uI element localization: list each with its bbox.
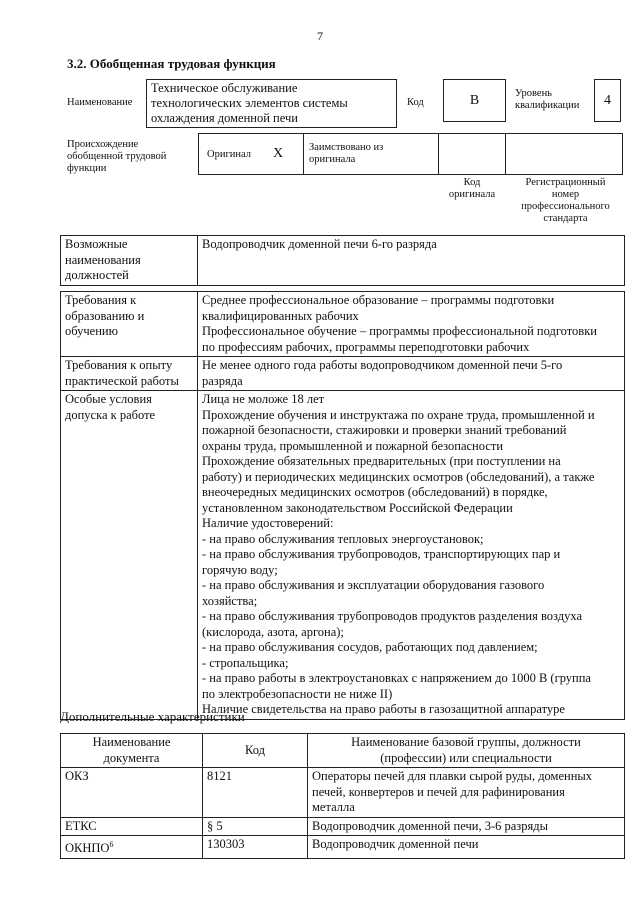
requirement-value (198, 391, 625, 720)
header-code (203, 734, 308, 768)
requirement-line: - на право обслуживания трубопроводов, транспортирующих пар и (202, 547, 561, 561)
requirement-line: - на право обслуживания трубопроводов продуктов разделения воздуха (202, 609, 583, 623)
section-title: 3.2. Обобщенная трудовая функция (67, 56, 276, 71)
requirement-line: установленном законодательством Российской Федерации (202, 500, 513, 515)
requirement-label (61, 357, 198, 391)
name-value-line: технологических элементов системы (151, 96, 348, 110)
name-label: Наименование (67, 97, 133, 108)
group-name-cell (308, 836, 625, 859)
requirement-line: охраны труда, промышленной и пожарной безопасности (202, 438, 504, 453)
requirement-line: горячую воду; (202, 562, 278, 577)
group-name-line: Операторы печей для плавки сырой руды, доменных (312, 769, 593, 783)
positions-label-line: должностей (65, 268, 129, 282)
requirement-line: Наличие удостоверений: (202, 516, 334, 530)
origin-label (67, 139, 166, 175)
origin-label-line: функции (67, 163, 107, 174)
requirement-label-line: обучению (65, 324, 118, 338)
positions-label (61, 236, 198, 286)
caption-line: профессионального (521, 201, 610, 212)
requirement-line: квалифицированных рабочих (202, 308, 359, 323)
caption-code-original (437, 177, 507, 201)
group-name-line: металла (312, 800, 355, 814)
requirement-line: Не менее одного года работы водопроводчиком доменной печи 5-го (202, 358, 563, 372)
table-row (61, 817, 625, 836)
requirement-line: Среднее профессиональное образование – программы подготовки (202, 293, 555, 307)
positions-label-line: Возможные (65, 237, 128, 251)
doc-cell (61, 836, 203, 859)
requirement-value (198, 357, 625, 391)
table-row (61, 768, 625, 818)
origin-table (198, 133, 623, 175)
level-value: 4 (594, 79, 621, 122)
requirement-line: разряда (202, 373, 243, 388)
requirement-line: по профессиям рабочих, программы переподготовки рабочих (202, 339, 530, 354)
borrowed-label-line: Заимствовано из (309, 142, 384, 153)
additional-table (60, 733, 625, 859)
header-line: Код (245, 742, 265, 757)
requirement-label-line: допуска к работе (65, 407, 156, 422)
requirement-line: по электробезопасности не ниже II) (202, 686, 393, 701)
requirement-row-special-conditions (61, 391, 625, 720)
caption-line: Регистрационный (525, 177, 606, 188)
requirement-line: Прохождение обучения и инструктажа по охране труда, промышленной и (202, 407, 595, 422)
requirements-table (60, 291, 625, 720)
caption-line: номер (551, 189, 580, 200)
requirement-line: - на право работы в электроустановках с напряжением до 1000 В (группа (202, 671, 591, 685)
additional-header-row (61, 734, 625, 768)
original-label: Оригинал (207, 149, 251, 160)
caption-line: Код (463, 177, 481, 188)
level-label-line: квалификации (515, 100, 580, 111)
positions-label-line: наименования (65, 252, 141, 267)
code-label: Код (407, 97, 424, 108)
level-label-line: Уровень (515, 88, 552, 99)
page-number: 7 (317, 29, 323, 43)
header-line: документа (103, 750, 160, 765)
requirement-line: (кислорода, азота, аргона); (202, 624, 344, 639)
requirement-label-line: образованию и (65, 308, 145, 323)
requirement-line: - на право обслуживания тепловых энергоустановок; (202, 531, 484, 546)
borrowed-label-line: оригинала (309, 154, 356, 165)
requirement-line: Прохождение обязательных предварительных (при поступлении на (202, 454, 561, 468)
header-group-name (308, 734, 625, 768)
requirement-line: работу) и периодических медицинских осмотров (обследований), а также (202, 469, 595, 484)
caption-line: оригинала (448, 189, 496, 200)
doc-text: ОКНПО (65, 841, 110, 856)
code-cell: 8121 (203, 768, 308, 818)
origin-label-line: Происхождение (67, 139, 139, 150)
additional-title: Дополнительные характеристики (60, 709, 245, 724)
requirement-label (61, 292, 198, 357)
group-name-line: Водопроводчик доменной печи (312, 837, 479, 851)
header-line: (профессии) или специальности (380, 750, 552, 765)
requirement-line: хозяйства; (202, 593, 258, 608)
header-line: Наименование базовой группы, должности (351, 735, 581, 749)
name-value-box (146, 79, 397, 128)
group-name-line: Водопроводчик доменной печи, 3-6 разряды (312, 818, 548, 833)
requirement-row-experience (61, 357, 625, 391)
requirement-label-line: Требования к (65, 293, 137, 307)
header-document (61, 734, 203, 768)
caption-line: стандарта (543, 213, 588, 224)
code-value: В (443, 79, 506, 122)
table-row (61, 836, 625, 859)
requirement-line: внеочередных медицинских осмотров (обследований) в порядке, (202, 485, 548, 499)
original-mark: Х (273, 146, 284, 161)
group-name-line: печей, конвертеров и печей для рафинирования (312, 784, 565, 799)
requirement-row-education (61, 292, 625, 357)
requirement-value (198, 292, 625, 357)
caption-registration-number (508, 177, 623, 225)
code-cell: 130303 (203, 836, 308, 859)
origin-label-line: обобщенной трудовой (67, 151, 167, 162)
requirement-line: - на право обслуживания сосудов, работающих под давлением; (202, 640, 538, 654)
requirement-line: Профессиональное обучение – программы профессиональной подготовки (202, 324, 597, 338)
code-cell: § 5 (203, 817, 308, 836)
requirement-label (61, 391, 198, 720)
requirement-line: Лица не моложе 18 лет (202, 392, 325, 406)
requirement-line: Наличие свидетельства на право работы в газозащитной аппаратуре (202, 702, 565, 716)
doc-cell: ЕТКС (61, 817, 203, 836)
requirement-line: - стропальщика; (202, 655, 289, 670)
requirement-label-line: Особые условия (65, 392, 152, 406)
group-name-cell (308, 768, 625, 818)
requirement-line: пожарной безопасности, стажировки и проверки знаний требований (202, 423, 567, 437)
requirement-line: - на право обслуживания и эксплуатации оборудования газового (202, 578, 545, 592)
positions-table (60, 235, 625, 286)
requirement-label-line: Требования к опыту (65, 358, 173, 372)
borrowed-label (309, 142, 383, 166)
name-value-line: охлаждения доменной печи (151, 111, 298, 125)
name-value-line: Техническое обслуживание (151, 81, 298, 95)
requirement-label-line: практической работы (65, 373, 179, 388)
header-line: Наименование (92, 735, 171, 749)
doc-cell: ОКЗ (61, 768, 203, 818)
positions-value: Водопроводчик доменной печи 6-го разряда (198, 236, 625, 286)
level-label (515, 88, 579, 112)
positions-row (61, 236, 625, 286)
footnote-marker: 6 (109, 840, 114, 849)
group-name-cell (308, 817, 625, 836)
